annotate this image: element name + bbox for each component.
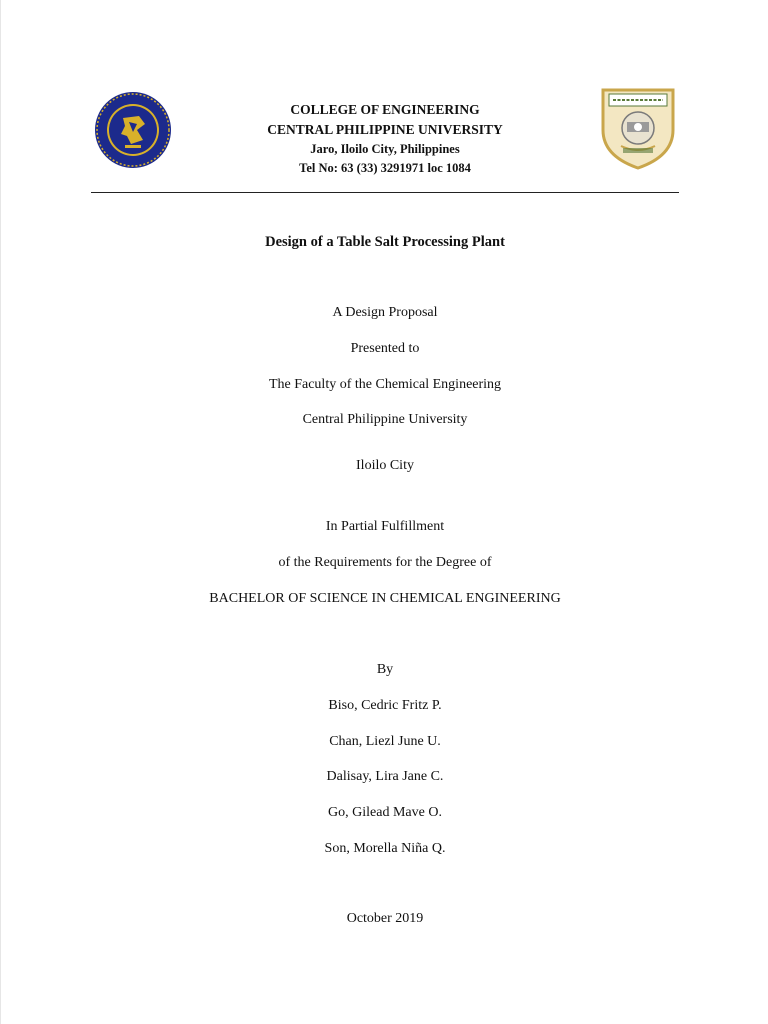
by-label: By [376,662,394,677]
college-name: COLLEGE OF ENGINEERING [290,102,480,117]
phone-number: Tel No: 63 (33) 3291971 loc 1084 [299,161,471,175]
degree-name: BACHELOR OF SCIENCE IN CHEMICAL ENGINEERING [209,591,561,606]
author-name: Chan, Liezl June U. [329,734,441,749]
fulfillment-line: In Partial Fulfillment [325,519,445,534]
author-name: Dalisay, Lira Jane C. [326,769,444,784]
city-line: Iloilo City [356,458,414,473]
address: Jaro, Iloilo City, Philippines [310,142,460,156]
document-date: October 2019 [346,911,424,926]
presented-to: Presented to [350,341,420,356]
requirements-line: of the Requirements for the Degree of [278,555,492,570]
institution-header [185,100,585,178]
author-name: Go, Gilead Mave O. [328,805,442,820]
university-line: Central Philippine University [302,412,468,427]
header-divider [91,192,679,193]
engineering-crest-logo [599,84,677,170]
author-name: Biso, Cedric Fritz P. [328,698,442,713]
faculty-name: The Faculty of the Chemical Engineering [268,377,502,392]
author-name: Son, Morella Niña Q. [324,841,446,856]
document-title: Design of a Table Salt Processing Plant [265,234,505,250]
proposal-type: A Design Proposal [332,305,438,320]
university-name: CENTRAL PHILIPPINE UNIVERSITY [267,122,503,137]
university-seal-logo [93,90,173,170]
